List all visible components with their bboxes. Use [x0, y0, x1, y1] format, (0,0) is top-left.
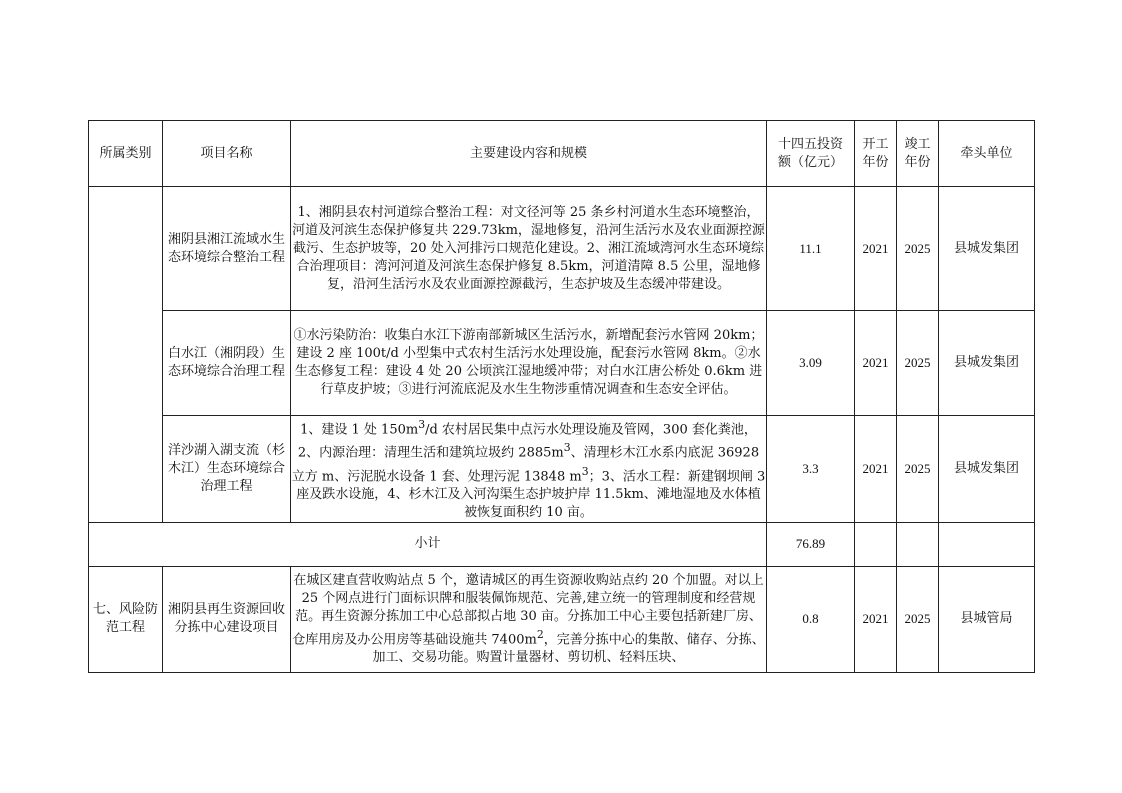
- table-row: [89, 311, 1035, 416]
- lead-unit: 县城发集团: [939, 187, 1035, 311]
- project-content: 1、建设 1 处 $150m^3/d$ 农村居民集中点污水处理设施及管网，300 套化粪池，2、内源治理：清理生活和建筑垃圾约 $2885m^3$、清理杉木江水系内底泥 36928 立方 m、污泥脱水设备 1 套、处理污泥 13848 $m^3$；3、活水工程：新建钢坝闸 3 座及跌水设施，4、杉木江及入河沟渠生态护坡护岸 11.5km、滩地湿地及水体植被恢复面积约 10 亩。: [291, 416, 767, 523]
- lead-unit: 县城发集团: [939, 311, 1035, 416]
- start-year: 2021: [855, 566, 897, 672]
- header-row: [89, 121, 1035, 187]
- end-year: 2025: [897, 187, 939, 311]
- subtotal-label: 小计: [89, 522, 767, 566]
- subtotal-value: 76.89: [767, 522, 855, 566]
- empty-cell: [939, 522, 1035, 566]
- table-row: [89, 187, 1035, 311]
- investment-value: 0.8: [767, 566, 855, 672]
- header-content: 主要建设内容和规模: [291, 121, 767, 187]
- investment-value: 3.3: [767, 416, 855, 523]
- header-name: 项目名称: [163, 121, 291, 187]
- category-cell-empty: [89, 187, 163, 523]
- project-content: ①水污染防治：收集白水江下游南部新城区生活污水，新增配套污水管网 20km；建设 2 座 100t/d 小型集中式农村生活污水处理设施，配套污水管网 8km。②水生态修复工程：建设 4 处 20 公顷滨江湿地缓冲带；对白水江唐公桥处 0.6km 进行草皮护坡；③进行河流底泥及水生生物涉重情况调查和生态安全评估。: [291, 311, 767, 416]
- header-category: 所属类别: [89, 121, 163, 187]
- project-name: 湘阴县再生资源回收分拣中心建设项目: [163, 566, 291, 672]
- end-year: 2025: [897, 566, 939, 672]
- end-year: 2025: [897, 311, 939, 416]
- header-investment: 十四五投资额（亿元）: [767, 121, 855, 187]
- project-content: 在城区建直营收购站点 5 个，邀请城区的再生资源收购站点约 20 个加盟。对以上 25 个网点进行门面标识牌和服装佩饰规范、完善,建立统一的管理制度和经营规范。再生资源分拣加工中心总部拟占地 30 亩。分拣加工中心主要包括新建厂房、仓库用房及办公用房等基础设施共 $7400m^2$，完善分拣中心的集散、储存、分拣、加工、交易功能。购置计量器材、剪切机、轻料压块、: [291, 566, 767, 672]
- subtotal-row: [89, 522, 1035, 566]
- lead-unit: 县城管局: [939, 566, 1035, 672]
- empty-cell: [897, 522, 939, 566]
- end-year: 2025: [897, 416, 939, 523]
- project-content: 1、湘阴县农村河道综合整治工程：对文径河等 25 条乡村河道水生态环境整治，河道及河滨生态保护修复共 229.73km，湿地修复，沿河生活污水及农业面源控源截污、生态护坡等，20 处入河排污口规范化建设。2、湘江流域湾河水生态环境综合治理项目：湾河河道及河滨生态保护修复 8.5km，河道清障 8.5 公里，湿地修复，沿河生活污水及农业面源控源截污，生态护坡及生态缓冲带建设。: [291, 187, 767, 311]
- project-name: 白水江（湘阴段）生态环境综合治理工程: [163, 311, 291, 416]
- empty-cell: [855, 522, 897, 566]
- start-year: 2021: [855, 416, 897, 523]
- project-table: [88, 120, 1035, 673]
- project-name: 湘阴县湘江流域水生态环境综合整治工程: [163, 187, 291, 311]
- start-year: 2021: [855, 311, 897, 416]
- category-cell: 七、风险防范工程: [89, 566, 163, 672]
- investment-value: 3.09: [767, 311, 855, 416]
- header-end-year: 竣工年份: [897, 121, 939, 187]
- investment-value: 11.1: [767, 187, 855, 311]
- start-year: 2021: [855, 187, 897, 311]
- table-row: [89, 416, 1035, 523]
- header-lead-unit: 牵头单位: [939, 121, 1035, 187]
- lead-unit: 县城发集团: [939, 416, 1035, 523]
- project-name: 洋沙湖入湖支流（杉木江）生态环境综合治理工程: [163, 416, 291, 523]
- table-row: [89, 566, 1035, 672]
- header-start-year: 开工年份: [855, 121, 897, 187]
